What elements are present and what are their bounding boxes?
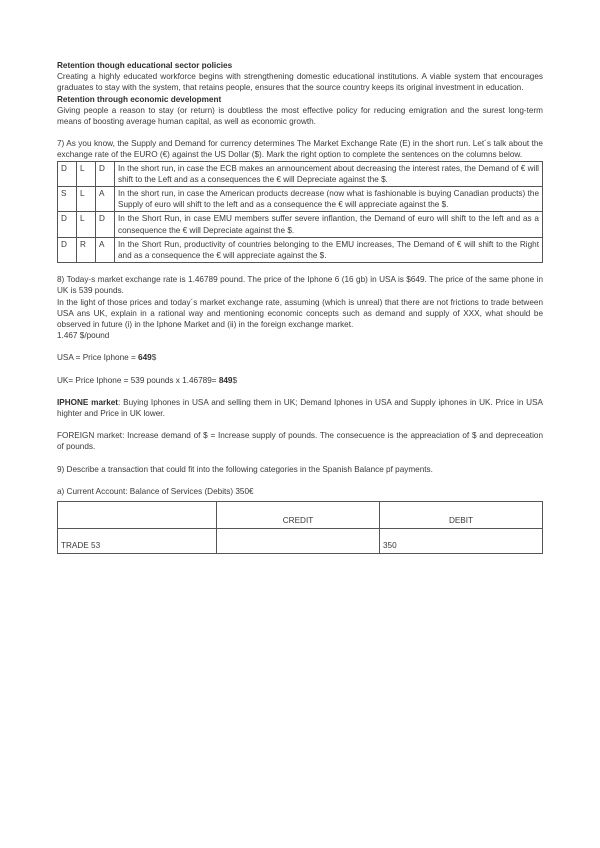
question-9-intro: 9) Describe a transaction that could fit into the following categories in the Spanish Balance pf payments. — [57, 464, 433, 474]
credit-debit-table — [57, 501, 543, 554]
question-7-table — [57, 161, 543, 264]
usa-price-label: USA = Price Iphone = — [57, 353, 139, 363]
usa-price-value: 649 — [138, 353, 152, 363]
table-cell-debit: 350 — [380, 529, 543, 554]
question-7-intro: 7) As you know, the Supply and Demand for currency determines The Market Exchange Rate (E) in the short run. Let´s talk about the exchange rate of the EURO (€) against the US Dollar ($). Mark the right option to complete the sentences on the columns below. — [57, 139, 543, 160]
paragraph-retention-economic: Giving people a reason to stay (or return) is doubtless the most effective policy for reducing emigration and the surest long-term means of boosting average human capital, as well as economic growth. — [57, 105, 543, 127]
question-8-intro: 8) Today-s market exchange rate is 1.46789 pound. The price of the Iphone 6 (16 gb) in USA is $649. The price of the same phone in UK is 539 pounds. — [57, 275, 543, 296]
spacer — [57, 453, 543, 464]
table-row — [58, 187, 543, 212]
table-row — [58, 529, 543, 554]
table-header-row — [58, 502, 543, 529]
option-cell: A — [96, 187, 115, 212]
uk-price-unit: $ — [232, 375, 238, 385]
iphone-market-text: : Buying Iphones in USA and selling them in UK; Demand Iphones in USA and Supply iphones in UK. Price in USA highter and Price in UK lower. — [57, 397, 543, 419]
table-row — [58, 161, 543, 186]
sentence-cell: In the Short Run, productivity of countries belonging to the EMU increases, The Demand of € will shift to the Right and as a consequence the € will appreciate against the $. — [115, 237, 543, 262]
option-cell: A — [96, 237, 115, 262]
heading-retention-economic: Retention through economic development — [57, 94, 222, 104]
option-cell: L — [77, 187, 96, 212]
table-header-cell — [58, 502, 217, 529]
question-9a: a) Current Account: Balance of Services (Debits) 350€ — [57, 486, 254, 496]
table-row — [58, 212, 543, 237]
table-row — [58, 237, 543, 262]
uk-price-label: UK= Price Iphone = 539 pounds x 1.46789= — [57, 375, 219, 385]
uk-price-value: 849 — [218, 375, 233, 385]
spacer — [57, 475, 543, 486]
usa-price-line — [57, 352, 543, 363]
option-cell: D — [96, 212, 115, 237]
option-cell: L — [77, 212, 96, 237]
spacer — [57, 386, 543, 397]
usa-price-unit: $ — [151, 353, 157, 363]
option-cell: S — [58, 187, 77, 212]
spacer — [57, 127, 543, 138]
table-header-debit: DEBIT — [380, 502, 543, 529]
option-cell: L — [77, 161, 96, 186]
spacer — [57, 364, 543, 375]
foreign-market-answer: FOREIGN market: Increase demand of $ = Increase supply of pounds. The consecuence is the appreaciation of $ and depreceation of pounds. — [57, 431, 543, 452]
table-header-credit: CREDIT — [217, 502, 380, 529]
spacer — [57, 263, 543, 274]
spacer — [57, 341, 543, 352]
option-cell: R — [77, 237, 96, 262]
sentence-cell: In the short run, in case the ECB makes an announcement about decreasing the interest rates, the Demand of € will shift to the Left and as a consequences the € will Depreciate against the $. — [115, 161, 543, 186]
table-cell-credit — [217, 529, 380, 554]
option-cell: D — [96, 161, 115, 186]
option-cell: D — [58, 212, 77, 237]
document-content — [57, 60, 543, 554]
iphone-market-label: IPHONE market — [57, 397, 119, 407]
question-8-question: In the light of those prices and today´s market exchange rate, assuming (which is unreal) that there are not frictions to trade between USA ans UK, explain in a rational way and mentioning economic concepts such as demand and supply of XXX, what should be observed in future (i) in the Iphone Market and (ii) in the foreign exchange market. — [57, 297, 543, 330]
paragraph-retention-education: Creating a highly educated workforce begins with strengthening domestic educational institutions. A viable system that encourages graduates to stay with the system, that retains people, ensures that the source country keeps its original investment in education. — [57, 72, 543, 93]
table-cell-label: TRADE 53 — [58, 529, 217, 554]
uk-price-line — [57, 375, 543, 386]
heading-retention-education: Retention though educational sector policies — [57, 61, 233, 70]
exchange-rate: 1.467 $/pound — [57, 331, 110, 341]
iphone-market-answer — [57, 397, 543, 419]
option-cell: D — [58, 237, 77, 262]
sentence-cell: In the Short Run, in case EMU members suffer severe inflantion, the Demand of euro will shift to the left and as a consequence the € will Depreciate against the $. — [115, 212, 543, 237]
sentence-cell: In the short run, in case the American products decrease (now what is fashionable is buying Canadian products) the Supply of euro will shift to the left and as a consequence the € will appreciate against the $. — [115, 187, 543, 212]
spacer — [57, 419, 543, 430]
option-cell: D — [58, 161, 77, 186]
